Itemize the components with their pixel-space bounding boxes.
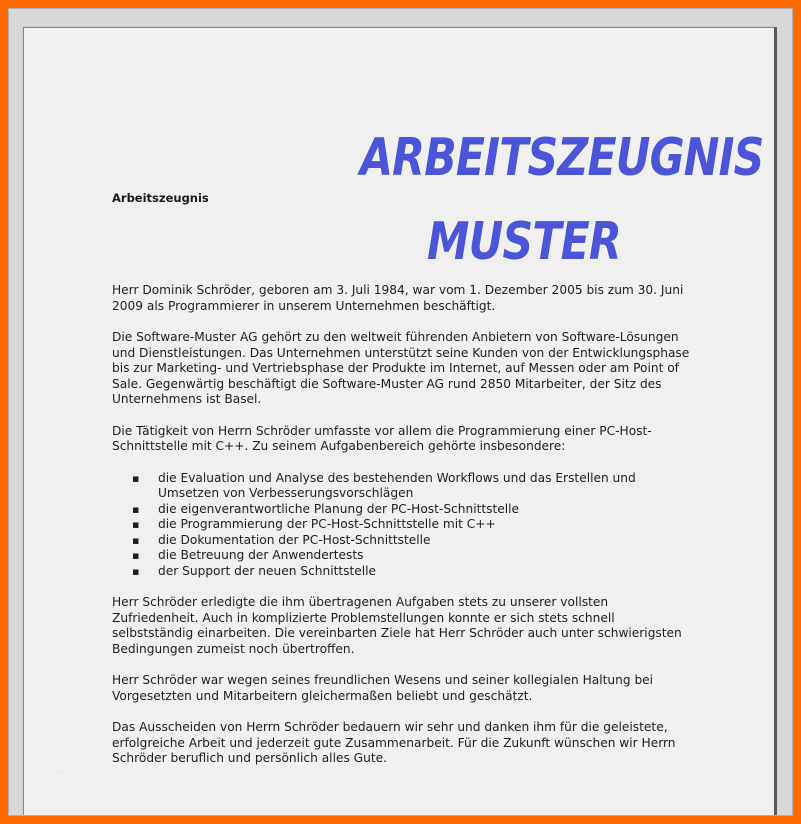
duties-list xyxy=(112,471,692,580)
bullet-icon: ▪ xyxy=(132,564,140,578)
bullet-icon: ▪ xyxy=(132,471,140,485)
paragraph-closing: Das Ausscheiden von Herrn Schröder bedauern wir sehr und danken ihm für die geleistete, erfolgreiche Arbeit und jederzeit gute Zusammenarbeit. Für die Zukunft wünschen wir Herrn Schröder beruflich und persönlich alles Gute. xyxy=(112,720,676,765)
paragraph-company: Die Software-Muster AG gehört zu den weltweit führenden Anbietern von Software-Lösungen und Dienstleistungen. Das Unternehmen unterstützt seine Kunden von der Entwicklungsphase bis zur Marketing- und Vertriebsphase der Produkte im Internet, auf Messen oder am Point of Sale. Gegenwärtig beschäftigt die Software-Muster AG rund 2850 Mitarbeiter, der Sitz des Unternehmens ist Basel. xyxy=(112,330,690,406)
paragraph-performance: Herr Schröder erledigte die ihm übertragenen Aufgaben stets zu unserer vollsten Zufriedenheit. Auch in komplizierte Problemstellungen konnte er sich stets schnell selbstständig einarbeiten. Die vereinbarten Ziele hat Herr Schröder auch unter schwierigsten Bedingungen zumeist noch übertroffen. xyxy=(112,595,682,656)
bullet-icon: ▪ xyxy=(132,502,140,516)
faint-watermark: ····· xyxy=(52,770,62,777)
headline-line-2: MUSTER xyxy=(427,212,621,272)
bullet-icon: ▪ xyxy=(132,518,140,531)
paragraph-duties-intro: Die Tätigkeit von Herrn Schröder umfasste vor allem die Programmierung einer PC-Host-Schnittstelle mit C++. Zu seinem Aufgabenbereich gehörte insbesondere: xyxy=(112,423,652,453)
list-item: ▪ die eigenverantwortliche Planung der PC-Host-Schnittstelle xyxy=(132,501,520,516)
document-page xyxy=(23,27,774,816)
list-item: ▪ die Betreuung der Anwendertests xyxy=(132,548,364,562)
bullet-icon: ▪ xyxy=(132,549,140,562)
headline-overlay xyxy=(360,116,764,284)
list-item: ▪ die Evaluation und Analyse des bestehenden Workflows und das Erstellen und Umsetzen von Verbesserungsvorschlägen xyxy=(132,470,636,500)
bullet-icon: ▪ xyxy=(132,533,140,547)
paragraph-conduct: Herr Schröder war wegen seines freundlichen Wesens und seiner kollegialen Haltung bei Vorgesetzten und Mitarbeitern gleichermaßen beliebt und geschätzt. xyxy=(112,673,654,703)
list-item: ▪ die Dokumentation der PC-Host-Schnittstelle xyxy=(132,532,431,547)
paragraph-employment: Herr Dominik Schröder, geboren am 3. Juli 1984, war vom 1. Dezember 2005 bis zum 30. Juni 2009 als Programmierer in unserem Unternehmen beschäftigt. xyxy=(112,283,684,313)
image-frame xyxy=(8,8,793,816)
document-title: Arbeitszeugnis xyxy=(112,191,209,205)
list-item: ▪ der Support der neuen Schnittstelle xyxy=(132,563,377,578)
headline-line-1: ARBEITSZEUGNIS xyxy=(360,128,764,188)
document-body xyxy=(112,283,692,783)
list-item: ▪ die Programmierung der PC-Host-Schnittstelle mit C++ xyxy=(132,517,496,531)
